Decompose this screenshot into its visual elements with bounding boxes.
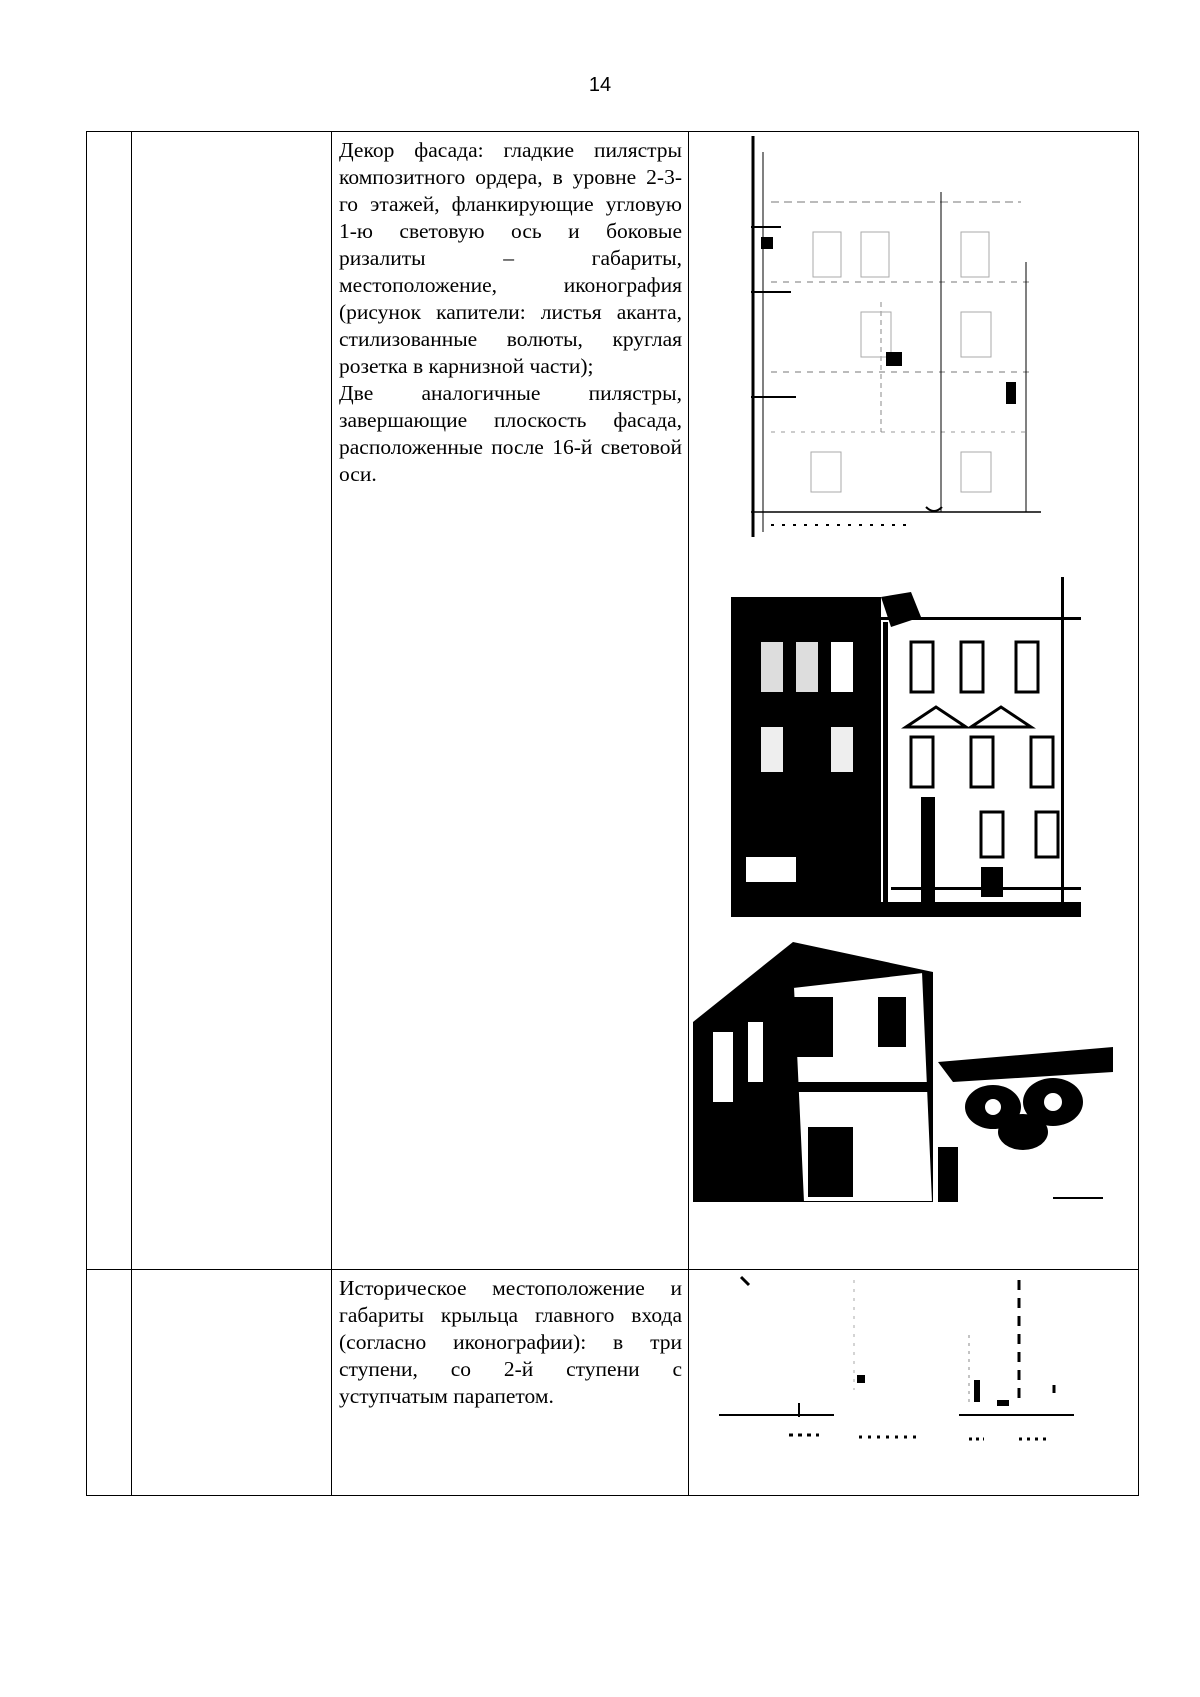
illustration-cell [689, 1270, 1139, 1496]
entrance-drawing-image [719, 1275, 1109, 1475]
facade-photo-image [731, 567, 1081, 917]
table-row [87, 132, 1139, 1270]
category-cell [132, 132, 332, 1270]
illustration-cell [689, 132, 1139, 1270]
number-cell [87, 1270, 132, 1496]
page-number: 14 [588, 74, 612, 96]
description-paragraph: Две аналогичные пилястры, завершающие плоскость фасада, расположенные после 16-й световой оси. [339, 381, 682, 486]
description-paragraph: Историческое местоположение и габариты крыльца главного входа (согласно иконографии): в три ступени, со 2-й ступени с уступчатым парапетом. [339, 1276, 682, 1408]
capital-detail-image [693, 932, 1123, 1202]
monument-subject-table [86, 131, 1139, 1496]
table-row [87, 1270, 1139, 1496]
description-cell [332, 132, 689, 1270]
description-paragraph: Декор фасада: гладкие пилястры композитного ордера, в уровне 2-3-го этажей, фланкирующие угловую 1-ю световую ось и боковые ризалиты – габариты, местоположение, иконография (рисунок капители: листья аканта, стилизованные волюты, круглая розетка в карнизной части); [339, 138, 682, 378]
facade-drawing-image [751, 132, 1051, 542]
number-cell [87, 132, 132, 1270]
description-cell [332, 1270, 689, 1496]
category-cell [132, 1270, 332, 1496]
